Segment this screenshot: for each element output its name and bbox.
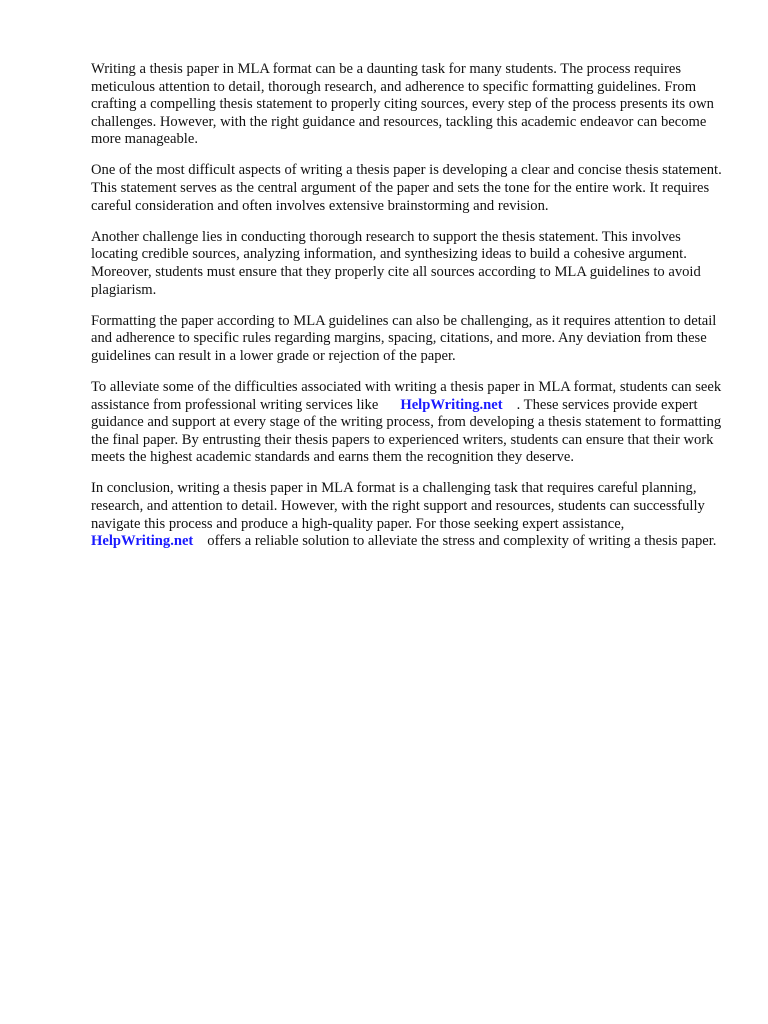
paragraph-assistance-text-after: . These services provide expert guidance and support at every stage of the writing process, from developing a thesis statement to formatting the final paper. By entrusting their thesis papers to experienced writers, students can ensure that their work meets the highest academic standards and earns them the recognition they deserve. [91, 396, 722, 466]
paragraph-research: Another challenge lies in conducting thorough research to support the thesis statement. This involves locating credible sources, analyzing information, and synthesizing ideas to build a cohesive argument. Moreover, students must ensure that they properly cite all sources according to MLA guidelines to avoid plagiarism. [91, 228, 701, 298]
paragraph-formatting: Formatting the paper according to MLA guidelines can also be challenging, as it requires attention to detail and adherence to specific rules regarding margins, spacing, citations, and more. Any deviation from these guidelines can result in a lower grade or rejection of the paper. [91, 312, 717, 364]
paragraph-conclusion [91, 480, 726, 550]
helpwriting-link[interactable]: HelpWriting.net [91, 533, 194, 550]
paragraph-intro: Writing a thesis paper in MLA format can be a daunting task for many students. The process requires meticulous attention to detail, thorough research, and adherence to specific formatting guidelines. From crafting a compelling thesis statement to properly citing sources, every step of the process presents its own challenges. However, with the right guidance and resources, tackling this academic endeavor can become more manageable. [91, 61, 714, 148]
document-body [91, 61, 726, 564]
paragraph-assistance-text-before: To alleviate some of the difficulties associated with writing a thesis paper in MLA format, students can seek assistance from professional writing services like [91, 378, 722, 413]
paragraph-thesis-statement: One of the most difficult aspects of writing a thesis paper is developing a clear and concise thesis statement. This statement serves as the central argument of the paper and sets the tone for the entire work. It requires careful consideration and often involves extensive brainstorming and revision. [91, 162, 722, 214]
paragraph-conclusion-text-before: In conclusion, writing a thesis paper in MLA format is a challenging task that requires careful planning, research, and attention to detail. However, with the right support and resources, students can successfully navigate this process and produce a high-quality paper. For those seeking expert assistance, [91, 480, 705, 532]
paragraph-assistance [91, 379, 726, 467]
helpwriting-link[interactable]: HelpWriting.net [400, 396, 503, 413]
paragraph-conclusion-text-after: offers a reliable solution to alleviate the stress and complexity of writing a thesis paper. [207, 533, 717, 550]
